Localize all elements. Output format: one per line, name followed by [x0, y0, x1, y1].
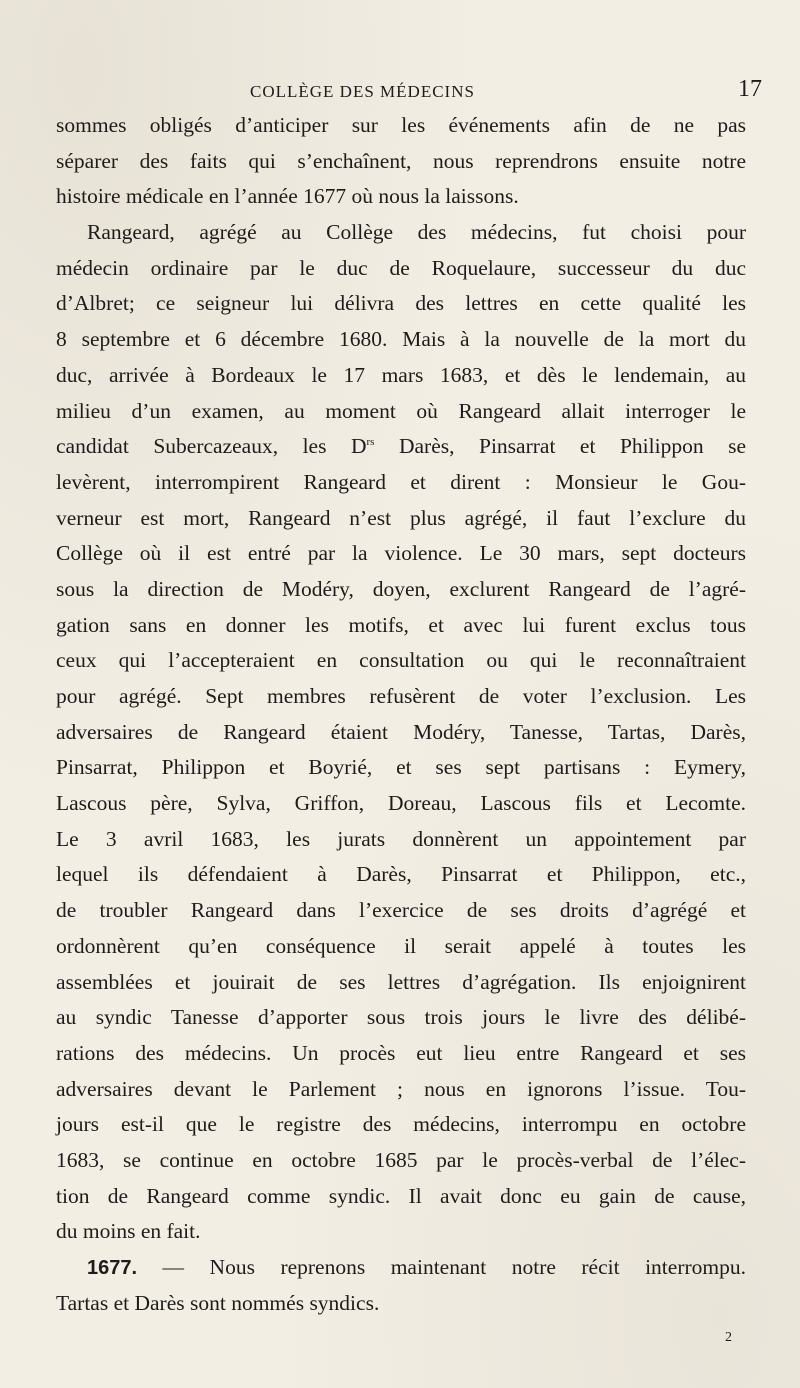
text-line: gation sans en donner les motifs, et avec lui furent exclus tous	[56, 612, 746, 637]
text-segment: — Nous reprenons maintenant notre récit interrompu.	[137, 1255, 746, 1279]
text-line: 8 septembre et 6 décembre 1680. Mais à la nouvelle de la mort du	[56, 327, 746, 352]
text-line	[56, 429, 746, 465]
text-line: pour agrégé. Sept membres refusèrent de voter l’exclusion. Les	[56, 684, 746, 708]
text-line: levèrent, interrompirent Rangeard et dirent : Monsieur le Gou-	[56, 469, 746, 494]
page-number: 17	[738, 76, 762, 102]
doctors-abbrev-superscript: rs	[366, 436, 375, 449]
text-line: au syndic Tanesse d’apporter sous trois jours le livre des délibé-	[56, 1005, 746, 1030]
text-line: Le 3 avril 1683, les jurats donnèrent un appointement par	[56, 826, 746, 851]
text-line: lequel ils défendaient à Darès, Pinsarrat et Philippon, etc.,	[56, 862, 746, 887]
text-line: Pinsarrat, Philippon et Boyrié, et ses sept partisans : Eymery,	[56, 755, 746, 780]
signature-mark: 2	[725, 1330, 732, 1345]
text-line: jours est-il que le registre des médecins, interrompu en octobre	[56, 1112, 746, 1137]
text-line: ceux qui l’accepteraient en consultation ou qui le reconnaîtraient	[56, 648, 746, 673]
text-line: du moins en fait.	[56, 1219, 201, 1244]
text-line: d’Albret; ce seigneur lui délivra des lettres en cette qualité les	[56, 291, 746, 316]
text-line: adversaires devant le Parlement ; nous en ignorons l’issue. Tou-	[56, 1076, 746, 1101]
text-line: milieu d’un examen, au moment où Rangeard allait interroger le	[56, 398, 746, 423]
text-line: de troubler Rangeard dans l’exercice de ses droits d’agrégé et	[56, 898, 746, 923]
text-segment: Darès, Pinsarrat et Philippon se	[374, 434, 747, 459]
text-line: adversaires de Rangeard étaient Modéry, Tanesse, Tartas, Darès,	[56, 719, 746, 744]
text-line: duc, arrivée à Bordeaux le 17 mars 1683, et dès le lendemain, au	[56, 362, 746, 387]
text-line: histoire médicale en l’année 1677 où nous la laissons.	[56, 184, 519, 209]
text-line: ordonnèrent qu’en conséquence il serait appelé à toutes les	[56, 933, 746, 958]
text-line: 1683, se continue en octobre 1685 par le procès-verbal de l’élec-	[56, 1147, 746, 1172]
section-line	[56, 1250, 746, 1286]
text-line: tion de Rangeard comme syndic. Il avait donc eu gain de cause,	[56, 1183, 746, 1208]
text-line: médecin ordinaire par le duc de Roquelaure, successeur du duc	[56, 255, 746, 280]
text-line: Tartas et Darès sont nommés syndics.	[56, 1290, 380, 1315]
body-text	[56, 108, 746, 1321]
text-segment: candidat Subercazeaux, les D	[56, 434, 367, 459]
text-line: Rangeard, agrégé au Collège des médecins, fut choisi pour	[87, 220, 746, 245]
text-line: séparer des faits qui s’enchaînent, nous reprendrons ensuite notre	[56, 148, 746, 173]
running-title: COLLÈGE DES MÉDECINS	[250, 82, 475, 101]
text-line: sommes obligés d’anticiper sur les événements afin de ne pas	[56, 113, 746, 137]
text-line: Collège où il est entré par la violence. Le 30 mars, sept docteurs	[56, 541, 746, 566]
text-line: assemblées et jouirait de ses lettres d’agrégation. Ils enjoignirent	[56, 969, 746, 994]
text-line: rations des médecins. Un procès eut lieu entre Rangeard et ses	[56, 1040, 746, 1065]
text-line: verneur est mort, Rangeard n’est plus agrégé, il faut l’exclure du	[56, 505, 746, 530]
section-year: 1677.	[87, 1257, 138, 1279]
text-line: Lascous père, Sylva, Griffon, Doreau, Lascous fils et Lecomte.	[56, 791, 746, 816]
text-line: sous la direction de Modéry, doyen, exclurent Rangeard de l’agré-	[56, 576, 746, 601]
